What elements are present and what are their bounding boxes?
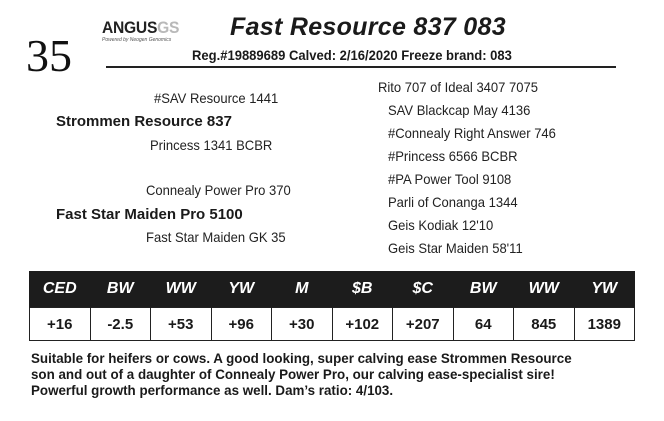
epd-table — [29, 271, 635, 341]
title-divider — [106, 66, 616, 68]
epd-value-actual-bw: 64 — [453, 308, 514, 341]
epd-value-ww: +53 — [151, 308, 212, 341]
epd-header-yw: YW — [211, 271, 272, 308]
pedigree-great-grandparent: Geis Kodiak 12'10 — [388, 217, 494, 233]
pedigree-great-grandparent: SAV Blackcap May 4136 — [388, 102, 531, 118]
epd-value-b-value: +102 — [332, 308, 393, 341]
pedigree-great-grandparent: #PA Power Tool 9108 — [388, 171, 512, 187]
animal-name: Fast Resource 837 083 — [230, 13, 506, 41]
pedigree-dam: Fast Star Maiden Pro 5100 — [56, 206, 243, 223]
epd-value-actual-yw: 1389 — [574, 308, 635, 341]
pedigree-sire-sire: #SAV Resource 1441 — [154, 90, 279, 106]
logo-wordmark — [102, 18, 180, 37]
pedigree-sire: Strommen Resource 837 — [56, 113, 232, 130]
epd-value-row — [30, 308, 635, 341]
lot-number: 35 — [26, 30, 72, 81]
registration-line: Reg.#19889689 Calved: 2/16/2020 Freeze brand: 083 — [192, 47, 512, 63]
epd-value-bw: -2.5 — [90, 308, 151, 341]
pedigree-great-grandparent: #Connealy Right Answer 746 — [388, 125, 556, 141]
pedigree-sire-dam: Princess 1341 BCBR — [150, 137, 273, 153]
logo-brand-suffix: GS — [157, 18, 180, 37]
notes-line: son and out of a daughter of Connealy Power Pro, our calving ease-specialist sire! — [31, 366, 555, 382]
pedigree-great-grandparent: #Princess 6566 BCBR — [388, 148, 518, 164]
epd-value-m: +30 — [272, 308, 333, 341]
pedigree-dam-dam: Fast Star Maiden GK 35 — [146, 229, 286, 245]
lot-notes — [31, 350, 604, 398]
notes-line: Powerful growth performance as well. Dam’s ratio: 4/103. — [31, 382, 394, 398]
epd-header-c-value: $C — [393, 271, 454, 308]
pedigree-great-grandparent: Geis Star Maiden 58'11 — [388, 240, 523, 256]
epd-header-actual-ww: WW — [514, 271, 575, 308]
epd-header-b-value: $B — [332, 271, 393, 308]
epd-header-m: M — [272, 271, 333, 308]
epd-header-ww: WW — [151, 271, 212, 308]
pedigree-dam-sire: Connealy Power Pro 370 — [146, 182, 291, 198]
epd-header-bw: BW — [90, 271, 151, 308]
epd-header-ced: CED — [30, 271, 91, 308]
epd-header-actual-yw: YW — [574, 271, 635, 308]
logo-brand: ANGUS — [102, 18, 158, 37]
epd-value-ced: +16 — [30, 308, 91, 341]
epd-header-actual-bw: BW — [453, 271, 514, 308]
pedigree-great-grandparent: Parli of Conanga 1344 — [388, 194, 518, 210]
epd-header-row — [30, 271, 635, 308]
angus-gs-logo — [102, 19, 182, 53]
notes-line: Suitable for heifers or cows. A good looking, super calving ease Strommen Resource — [31, 350, 572, 366]
epd-value-c-value: +207 — [393, 308, 454, 341]
epd-value-actual-ww: 845 — [514, 308, 575, 341]
logo-tagline: Powered by Neogen Genomics — [102, 37, 172, 43]
pedigree-great-grandparent: Rito 707 of Ideal 3407 7075 — [378, 79, 538, 95]
epd-value-yw: +96 — [211, 308, 272, 341]
